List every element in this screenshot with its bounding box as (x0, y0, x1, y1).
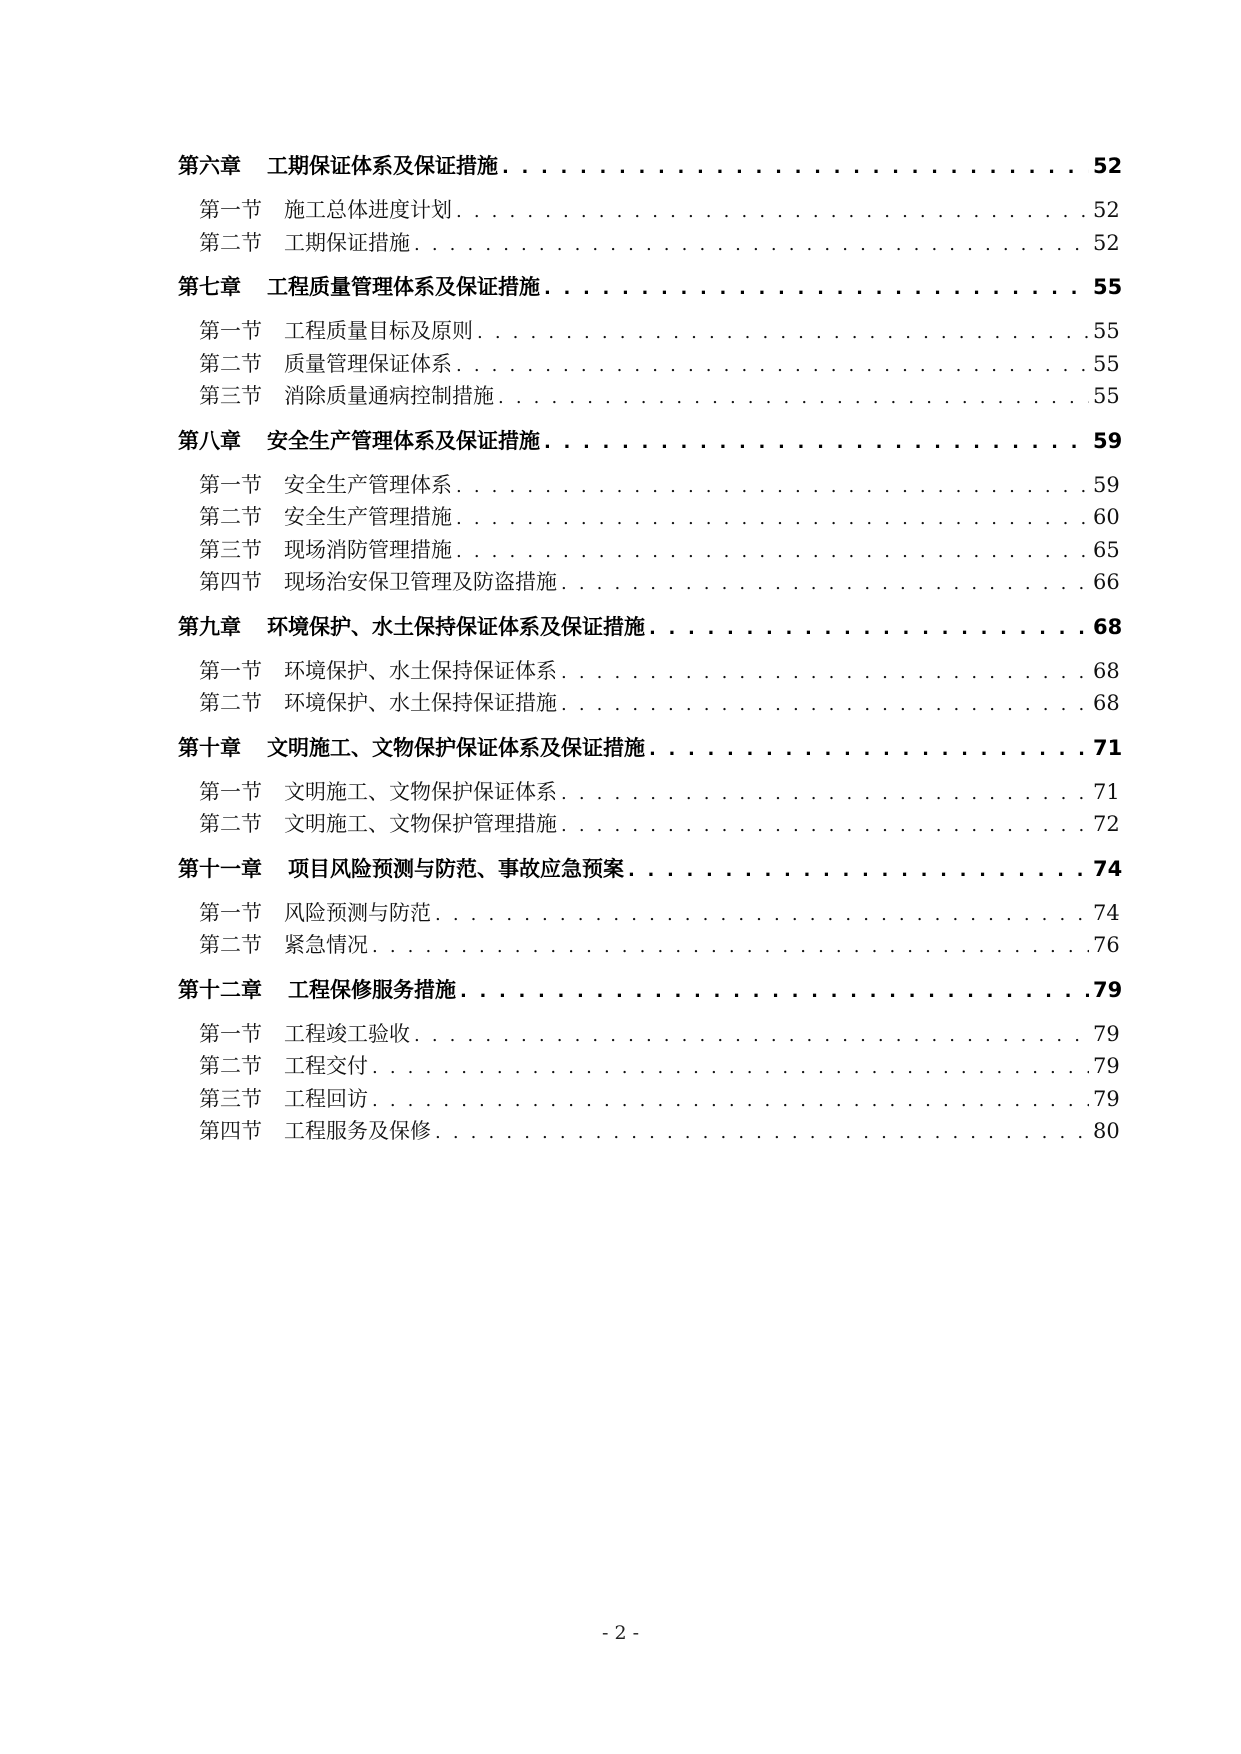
toc-section-entry[interactable] (178, 469, 1120, 502)
toc-chapter-entry[interactable] (178, 611, 1123, 643)
section-number: 第二节 (199, 230, 262, 255)
chapter-number: 第十一章 (178, 856, 262, 881)
page-number: 71 (1093, 735, 1123, 760)
page-number: 79 (1093, 1086, 1120, 1111)
section-title: 工程服务及保修 (284, 1119, 431, 1143)
section-title: 工程竣工验收 (284, 1021, 410, 1046)
toc-chapter-entry[interactable] (178, 853, 1123, 885)
page-number: 52 (1093, 198, 1120, 222)
section-title: 紧急情况 (284, 933, 368, 957)
toc-section-entry[interactable] (178, 897, 1120, 930)
dot-leader (498, 382, 1089, 415)
page-number: 68 (1093, 691, 1120, 715)
dot-leader (435, 1117, 1089, 1150)
toc-section-entry[interactable] (178, 566, 1120, 599)
chapter-number: 第七章 (178, 275, 241, 299)
toc-section-entry[interactable] (178, 227, 1120, 260)
toc-section-entry[interactable] (178, 194, 1120, 227)
page-number: 79 (1093, 1054, 1120, 1078)
toc-section-entry[interactable] (178, 348, 1120, 381)
section-title: 工程质量目标及原则 (284, 319, 473, 343)
dot-leader (649, 734, 1089, 766)
toc-section-entry[interactable] (178, 534, 1120, 567)
chapter-number: 第十章 (178, 735, 241, 760)
chapter-number: 第六章 (178, 154, 241, 178)
section-number: 第二节 (199, 933, 262, 957)
page-number-footer: - 2 - (601, 1622, 639, 1644)
toc-chapter-entry[interactable] (178, 974, 1123, 1006)
section-title: 风险预测与防范 (284, 900, 431, 925)
page-number: 60 (1093, 505, 1120, 529)
section-number: 第二节 (199, 691, 262, 715)
section-title: 现场消防管理措施 (284, 537, 452, 562)
page-number: 68 (1093, 658, 1120, 683)
section-title: 质量管理保证体系 (284, 351, 452, 376)
section-number: 第一节 (199, 319, 262, 343)
page-number: 59 (1093, 428, 1123, 453)
toc-chapter-entry[interactable] (178, 732, 1123, 764)
chapter-title: 工程保修服务措施 (288, 977, 456, 1002)
section-title: 施工总体进度计划 (284, 198, 452, 222)
dot-leader (477, 317, 1089, 350)
dot-leader (561, 689, 1089, 722)
toc-chapter-entry[interactable] (178, 271, 1123, 303)
page-number: 55 (1093, 351, 1120, 376)
section-title: 环境保护、水土保持保证体系 (284, 658, 557, 683)
toc-section-entry[interactable] (178, 315, 1120, 348)
dot-leader (561, 810, 1089, 843)
dot-leader (456, 536, 1089, 569)
dot-leader (544, 427, 1089, 459)
page-number: 55 (1093, 384, 1120, 408)
toc-chapter-entry[interactable] (178, 425, 1123, 457)
dot-leader (435, 899, 1089, 932)
page-number: 55 (1093, 319, 1120, 343)
toc-section-entry[interactable] (178, 929, 1120, 962)
dot-leader (414, 229, 1089, 262)
section-title: 文明施工、文物保护管理措施 (284, 812, 557, 836)
page-number: 52 (1093, 154, 1123, 178)
chapter-title: 文明施工、文物保护保证体系及保证措施 (267, 735, 645, 760)
dot-leader (456, 471, 1089, 504)
dot-leader (460, 976, 1089, 1008)
page-number: 79 (1093, 1021, 1120, 1046)
page-number: 59 (1093, 472, 1120, 497)
section-title: 安全生产管理措施 (284, 505, 452, 529)
page-number: 72 (1093, 812, 1120, 836)
page-number: 74 (1093, 856, 1123, 881)
chapter-title: 工期保证体系及保证措施 (267, 154, 498, 178)
toc-list (178, 150, 1123, 1148)
table-of-contents (178, 150, 1123, 1148)
toc-chapter-entry[interactable] (178, 150, 1123, 182)
chapter-title: 安全生产管理体系及保证措施 (267, 428, 540, 453)
dot-leader (649, 613, 1089, 645)
dot-leader (561, 568, 1089, 601)
section-number: 第二节 (199, 351, 262, 376)
dot-leader (561, 778, 1089, 811)
section-number: 第二节 (199, 1054, 262, 1078)
section-title: 工期保证措施 (284, 230, 410, 255)
toc-section-entry[interactable] (178, 1018, 1120, 1051)
page-number: 66 (1093, 570, 1120, 594)
page-number: 74 (1093, 900, 1120, 925)
section-number: 第三节 (199, 384, 262, 408)
page-number: 68 (1093, 614, 1123, 639)
dot-leader (561, 657, 1089, 690)
dot-leader (414, 1020, 1089, 1053)
toc-section-entry[interactable] (178, 776, 1120, 809)
dot-leader (456, 503, 1089, 536)
section-number: 第四节 (199, 1119, 262, 1143)
toc-section-entry[interactable] (178, 808, 1120, 841)
section-title: 现场治安保卫管理及防盗措施 (284, 570, 557, 594)
section-title: 环境保护、水土保持保证措施 (284, 691, 557, 715)
page-number: 71 (1093, 779, 1120, 804)
section-number: 第三节 (199, 537, 262, 562)
toc-section-entry[interactable] (178, 380, 1120, 413)
section-number: 第一节 (199, 900, 262, 925)
page-number: 52 (1093, 230, 1120, 255)
toc-section-entry[interactable] (178, 1083, 1120, 1116)
page-number: 79 (1093, 977, 1123, 1002)
section-title: 消除质量通病控制措施 (284, 384, 494, 408)
dot-leader (456, 196, 1089, 229)
section-number: 第一节 (199, 472, 262, 497)
section-title: 工程回访 (284, 1086, 368, 1111)
chapter-title: 环境保护、水土保持保证体系及保证措施 (267, 614, 645, 639)
section-title: 工程交付 (284, 1054, 368, 1078)
dot-leader (628, 855, 1089, 887)
toc-section-entry[interactable] (178, 1050, 1120, 1083)
page-number: 80 (1093, 1119, 1120, 1143)
chapter-title: 项目风险预测与防范、事故应急预案 (288, 856, 624, 881)
chapter-number: 第八章 (178, 428, 241, 453)
dot-leader (372, 931, 1089, 964)
section-number: 第一节 (199, 658, 262, 683)
page-number: 65 (1093, 537, 1120, 562)
chapter-number: 第九章 (178, 614, 241, 639)
section-number: 第一节 (199, 1021, 262, 1046)
dot-leader (544, 273, 1089, 305)
dot-leader (502, 152, 1089, 184)
chapter-number: 第十二章 (178, 977, 262, 1002)
chapter-title: 工程质量管理体系及保证措施 (267, 275, 540, 299)
toc-section-entry[interactable] (178, 687, 1120, 720)
section-title: 安全生产管理体系 (284, 472, 452, 497)
section-number: 第一节 (199, 779, 262, 804)
dot-leader (372, 1085, 1089, 1118)
section-number: 第二节 (199, 505, 262, 529)
page-number: 55 (1093, 275, 1123, 299)
toc-section-entry[interactable] (178, 655, 1120, 688)
section-title: 文明施工、文物保护保证体系 (284, 779, 557, 804)
section-number: 第一节 (199, 198, 262, 222)
toc-section-entry[interactable] (178, 501, 1120, 534)
toc-section-entry[interactable] (178, 1115, 1120, 1148)
section-number: 第三节 (199, 1086, 262, 1111)
page-number: 76 (1093, 933, 1120, 957)
dot-leader (372, 1052, 1089, 1085)
dot-leader (456, 350, 1089, 383)
section-number: 第二节 (199, 812, 262, 836)
section-number: 第四节 (199, 570, 262, 594)
